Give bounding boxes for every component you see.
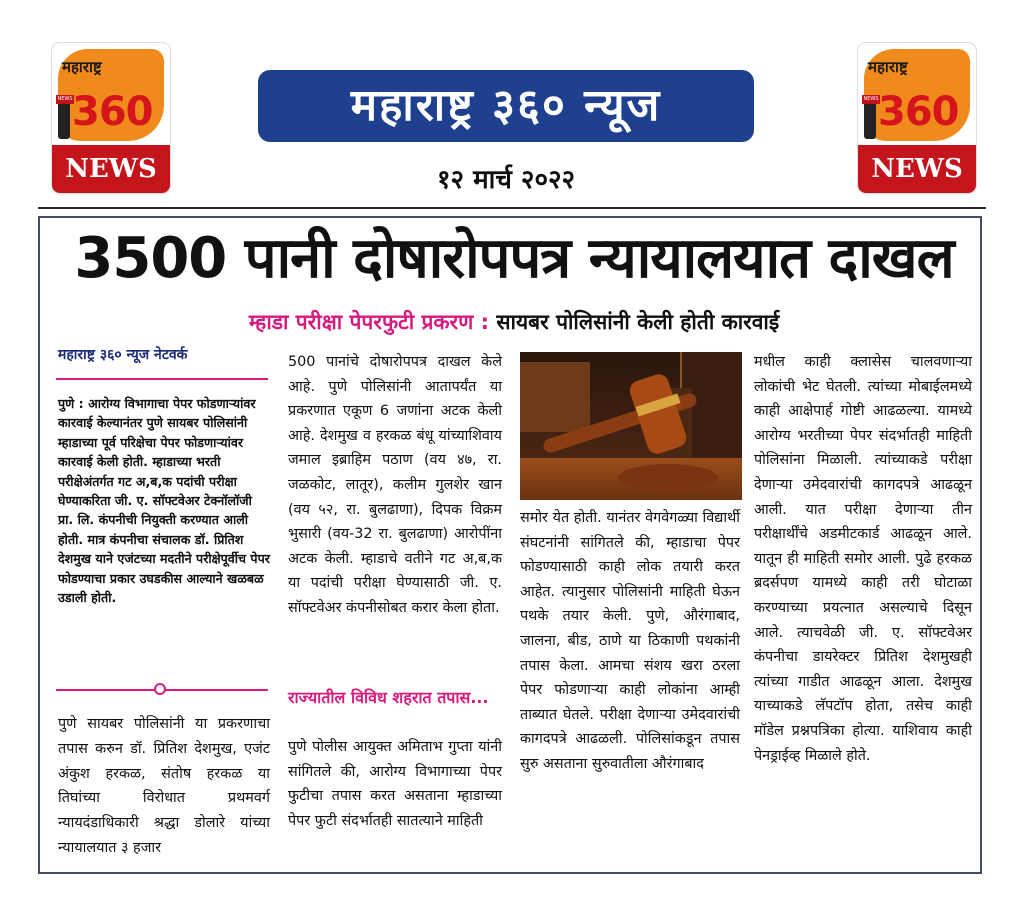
photo-book — [520, 362, 590, 432]
separator-ornament — [154, 683, 166, 695]
logo-word: महाराष्ट्र — [868, 58, 908, 76]
column-4-body: मधील काही क्लासेस चालवणाऱ्या लोकांची भेट घेतली. त्यांच्या मोबाईलमध्ये काही आक्षेपार्ह गोष्टी आढळल्या. यामध्ये आरोग्य भरतीच्या पेपर संदर्भातही माहिती पोलिसांना मिळाली. त्यांच्याकडे परीक्षा देणाऱ्या उमेदवारांची कागदपत्रे आढळून आली. यात परीक्षा देणाऱ्या तीन परीक्षार्थींचे अडमीटकार्ड आढळून आले. यातून ही माहिती समोर आली. पुढे हरकळ ब्रदर्सपण यामध्ये काही तरी घोटाळा करण्याच्या प्रयत्नात असल्याचे दिसून आले. त्याचवेळी जी. ए. सॉफ्टवेअर कंपनीचा डायरेक्टर प्रितिश देशमुखही त्यांच्या गाडीत आढळून आला. देशमुख याच्याकडे लॅपटॉप होता, तसेच काही मॉडेल प्रश्नपत्रिका होत्या. याशिवाय काही पेनड्राईव्ह मिळाले होते. — [754, 354, 972, 764]
article-headline: 3500 पानी दोषारोपपत्र न्यायालयात दाखल — [74, 226, 954, 291]
masthead-title: महाराष्ट्र ३६० न्यूज — [258, 70, 754, 142]
article-subhead — [46, 308, 982, 336]
subhead-rest: सायबर पोलिसांनी केली होती कारवाई — [496, 310, 780, 334]
column-2-top: 500 पानांचे दोषारोपपत्र दाखल केले आहे. पुणे पोलिसांनी आतापर्यंत या प्रकरणात एकूण 6 जणांना अटक केली आहे. देशमुख व हरकळ बंधू यांच्याशिवाय जमाल इब्राहिम पठाण (वय ४७, रा. जळकोट, लातूर), कलीम गुलशेर खान (वय ५२, रा. बुलढाणा), दिपक विक्रम भुसारी (वय-32 रा. बुलढाणा) आरोपींना अटक केली. म्हाडाचे वतीने गट अ,ब,क या पदांची परीक्षा घेण्यासाठी जी. ए. सॉफ्टवेअर कंपनीसोबत करार केला होता. — [288, 354, 502, 616]
logo-word: महाराष्ट्र — [62, 58, 102, 76]
mic-tag: NEWS — [57, 96, 73, 102]
microphone-icon — [864, 99, 876, 139]
section-heading: राज्यातील विविध शहरात तपास... — [288, 688, 489, 707]
logo-band: NEWS — [858, 145, 976, 193]
logo-number: 360 — [878, 89, 959, 135]
logo-band: NEWS — [52, 145, 170, 193]
gavel-photo — [520, 352, 742, 500]
mic-tag: NEWS — [863, 96, 879, 102]
byline: महाराष्ट्र ३६० न्यूज नेटवर्क — [58, 347, 188, 363]
intro-separator — [56, 689, 268, 691]
microphone-icon — [58, 99, 70, 139]
logo-number: 360 — [72, 89, 153, 135]
gavel-block — [618, 464, 718, 492]
news-logo-right — [858, 43, 976, 193]
subhead-lead: म्हाडा परीक्षा पेपरफुटी प्रकरण : — [248, 310, 490, 334]
masthead-divider — [38, 207, 986, 209]
intro-paragraph: पुणे : आरोग्य विभागाचा पेपर फोडणाऱ्यांवर कारवाई केल्यानंतर पुणे सायबर पोलिसांनी म्हाडाच्या पूर्व परिक्षेचा पेपर फोडणाऱ्यांवर कारवाई केली होती. म्हाडाच्या भरती परीक्षेअंतर्गत गट अ,ब,क पदांची परीक्षा घेण्याकरिता जी. ए. सॉफ्टवेअर टेक्नॉलॉजी प्रा. लि. कंपनीची नियुक्ती करण्यात आली होती. मात्र कंपनीचा संचालक डॉ. प्रितिश देशमुख याने एजंटच्या मदतीने परीक्षेपूर्वीच पेपर फोडण्याचा प्रकार उघडकीस आल्याने खळबळ उडाली होती. — [58, 396, 270, 606]
byline-separator — [56, 378, 268, 380]
column-3-body: समोर येत होती. यानंतर वेगवेगळ्या विद्यार्थी संघटनांनी सांगितले की, म्हाडाचा पेपर फोडण्यासाठी काही लोक तयारी करत आहेत. त्यानुसार पोलिसांनी माहिती घेऊन पथके तयार केली. पुणे, औरंगाबाद, जालना, बीड, ठाणे या ठिकाणी पथकांनी तपास केला. आमचा संशय खरा ठरला पेपर फोडणाऱ्या काही लोकांना आम्ही ताब्यात घेतले. परीक्षा देणाऱ्या उमेदवारांची कागदपत्रे आढळली. पोलिसांकडून तपास सुरु असताना सुरुवातीला औरंगाबाद — [520, 510, 740, 772]
news-logo-left — [52, 43, 170, 193]
issue-date: १२ मार्च २०२२ — [436, 165, 576, 195]
column-2-bottom: पुणे पोलीस आयुक्त अमिताभ गुप्ता यांनी सांगितले की, आरोग्य विभागाच्या पेपर फुटीचा तपास करत असताना म्हाडाच्या पेपर फुटी संदर्भातही सातत्याने माहिती — [288, 739, 502, 829]
column-1-body: पुणे सायबर पोलिसांनी या प्रकरणाचा तपास करुन डॉ. प्रितिश देशमुख, एजंट अंकुश हरकळ, संतोष हरकळ या तिघांच्या विरोधात प्रथमवर्ग न्यायदंडाधिकारी श्रद्धा डोलारे यांच्या न्यायालयात ३ हजार — [58, 716, 270, 856]
